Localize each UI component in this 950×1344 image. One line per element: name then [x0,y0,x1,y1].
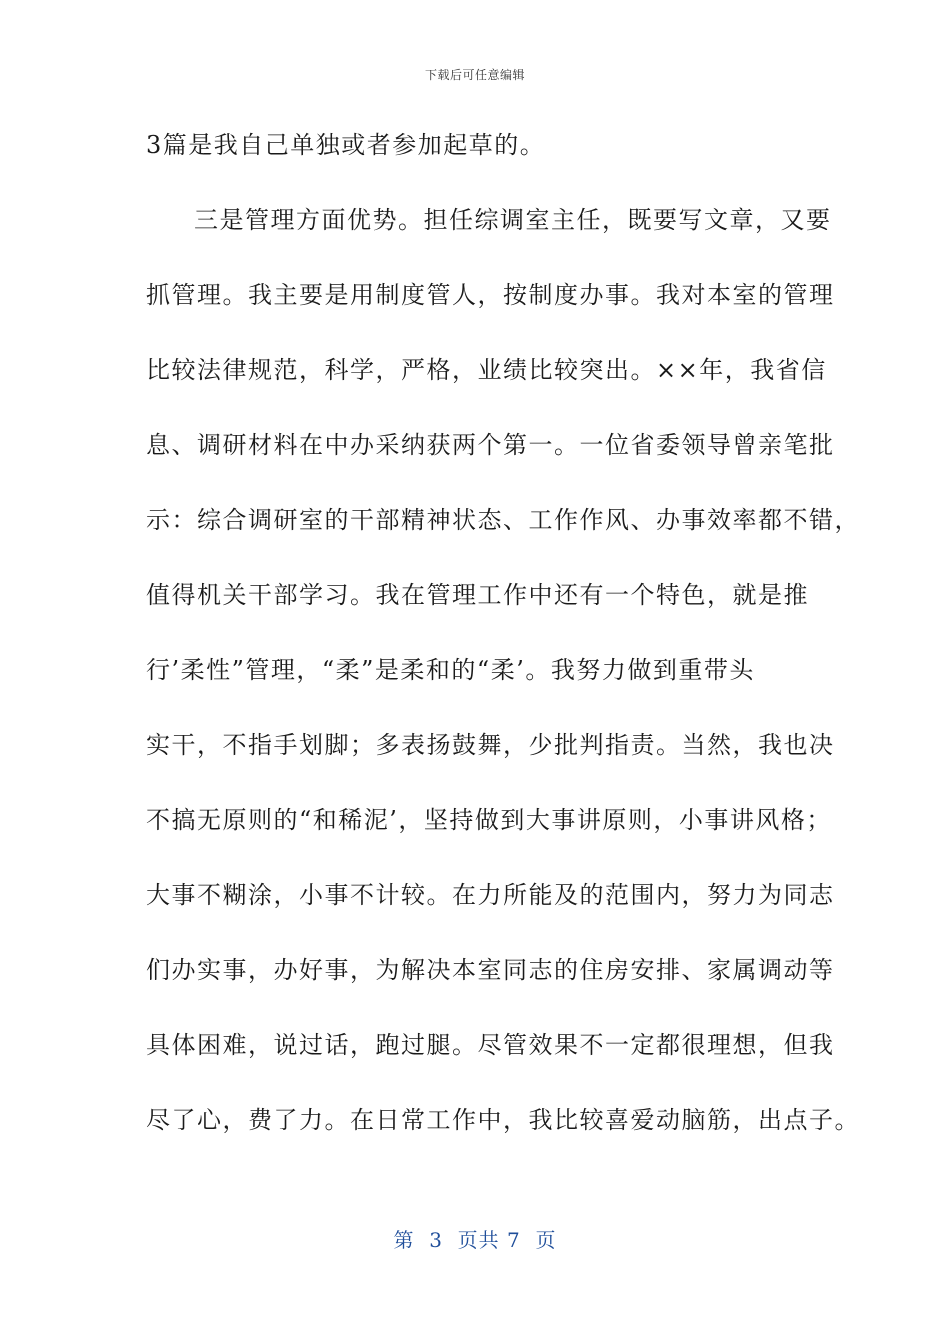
text-line-1: 3篇是我自己单独或者参加起草的。 [146,131,546,159]
text-line-9: 实干，不指手划脚；多表扬鼓舞，少批判指责。当然，我也决 [146,731,835,759]
text-line-6: 示：综合调研室的干部精神状态、工作作风、办事效率都不错， [146,506,860,534]
text-line-4: 比较法律规范，科学，严格，业绩比较突出。××年，我省信 [146,356,827,384]
text-line-8: 行’柔性”管理，“柔”是柔和的“柔’。我努力做到重带头 [146,656,755,684]
text-line-3: 抓管理。我主要是用制度管人，按制度办事。我对本室的管理 [146,281,835,309]
text-line-11: 大事不糊涂，小事不计较。在力所能及的范围内，努力为同志 [146,881,835,909]
text-line-13: 具体困难，说过话，跑过腿。尽管效果不一定都很理想，但我 [146,1031,835,1059]
text-line-5: 息、调研材料在中办采纳获两个第一。一位省委领导曾亲笔批 [146,431,835,459]
document-body [146,125,860,1175]
text-line-2: 三是管理方面优势。担任综调室主任，既要写文章，又要 [194,206,832,234]
text-line-10: 不搞无原则的“和稀泥’，坚持做到大事讲原则，小事讲风格； [146,806,832,834]
text-line-7: 值得机关干部学习。我在管理工作中还有一个特色，就是推 [146,581,809,609]
text-line-14: 尽了心，费了力。在日常工作中，我比较喜爱动脑筋，出点子。 [146,1106,860,1134]
page-footer-page-number: 第 3 页共 7 页 [393,1228,557,1252]
page-header: 下载后可任意编辑 [424,68,525,82]
text-line-12: 们办实事，办好事，为解决本室同志的住房安排、家属调动等 [146,956,835,984]
